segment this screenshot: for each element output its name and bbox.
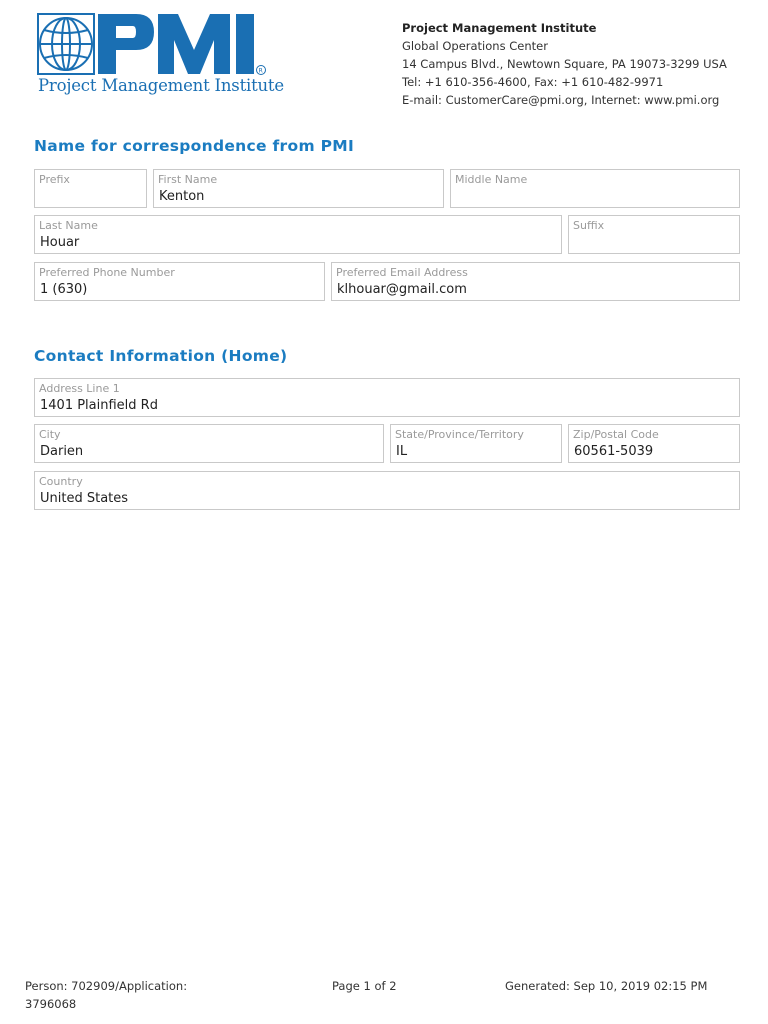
footer-person-line2: 3796068 bbox=[25, 997, 77, 1011]
field-value: United States bbox=[40, 491, 129, 506]
prefix-field[interactable] bbox=[34, 169, 147, 208]
footer-person-id bbox=[25, 977, 187, 1013]
suffix-field[interactable] bbox=[568, 215, 740, 254]
field-label: Preferred Phone Number bbox=[39, 266, 175, 279]
country-field[interactable] bbox=[34, 471, 740, 510]
address-line1-field[interactable] bbox=[34, 378, 740, 417]
section-title-contact: Contact Information (Home) bbox=[34, 347, 288, 365]
phone-field[interactable] bbox=[34, 262, 325, 301]
first-name-field[interactable] bbox=[153, 169, 444, 208]
field-label: City bbox=[39, 428, 61, 441]
city-field[interactable] bbox=[34, 424, 384, 463]
field-value: Houar bbox=[40, 235, 80, 250]
field-value: Darien bbox=[40, 444, 84, 459]
field-label: First Name bbox=[158, 173, 218, 186]
field-label: State/Province/Territory bbox=[395, 428, 524, 441]
field-label: Preferred Email Address bbox=[336, 266, 468, 279]
field-label: Middle Name bbox=[455, 173, 528, 186]
field-value: 1 (630) bbox=[40, 282, 88, 297]
field-value: 60561-5039 bbox=[574, 444, 654, 459]
globe-icon bbox=[36, 12, 268, 76]
field-value: 1401 Plainfield Rd bbox=[40, 398, 158, 413]
org-line: E-mail: CustomerCare@pmi.org, Internet: www.pmi.org bbox=[402, 93, 720, 107]
field-label: Suffix bbox=[573, 219, 605, 232]
state-field[interactable] bbox=[390, 424, 562, 463]
field-label: Address Line 1 bbox=[39, 382, 120, 395]
field-label: Prefix bbox=[39, 173, 70, 186]
org-line: Global Operations Center bbox=[402, 39, 548, 53]
org-line: Tel: +1 610-356-4600, Fax: +1 610-482-9971 bbox=[402, 75, 664, 89]
field-label: Country bbox=[39, 475, 83, 488]
footer-person-line1: Person: 702909/Application: bbox=[25, 979, 188, 993]
field-value: klhouar@gmail.com bbox=[337, 282, 467, 297]
org-name: Project Management Institute bbox=[402, 21, 597, 35]
section-title-correspondence: Name for correspondence from PMI bbox=[34, 137, 355, 155]
field-value: IL bbox=[396, 444, 408, 459]
footer-generated-date: Generated: Sep 10, 2019 02:15 PM bbox=[505, 979, 708, 993]
field-label: Zip/Postal Code bbox=[573, 428, 659, 441]
footer-page-number: Page 1 of 2 bbox=[332, 979, 397, 993]
field-value: Kenton bbox=[159, 189, 205, 204]
svg-text:R: R bbox=[258, 67, 263, 75]
field-label: Last Name bbox=[39, 219, 98, 232]
logo-subtitle: Project Management Institute bbox=[38, 76, 284, 95]
pmi-logo bbox=[36, 12, 284, 102]
middle-name-field[interactable] bbox=[450, 169, 740, 208]
org-address-block bbox=[402, 19, 727, 109]
last-name-field[interactable] bbox=[34, 215, 562, 254]
zip-field[interactable] bbox=[568, 424, 740, 463]
email-field[interactable] bbox=[331, 262, 740, 301]
org-line: 14 Campus Blvd., Newtown Square, PA 19073-3299 USA bbox=[402, 57, 727, 71]
